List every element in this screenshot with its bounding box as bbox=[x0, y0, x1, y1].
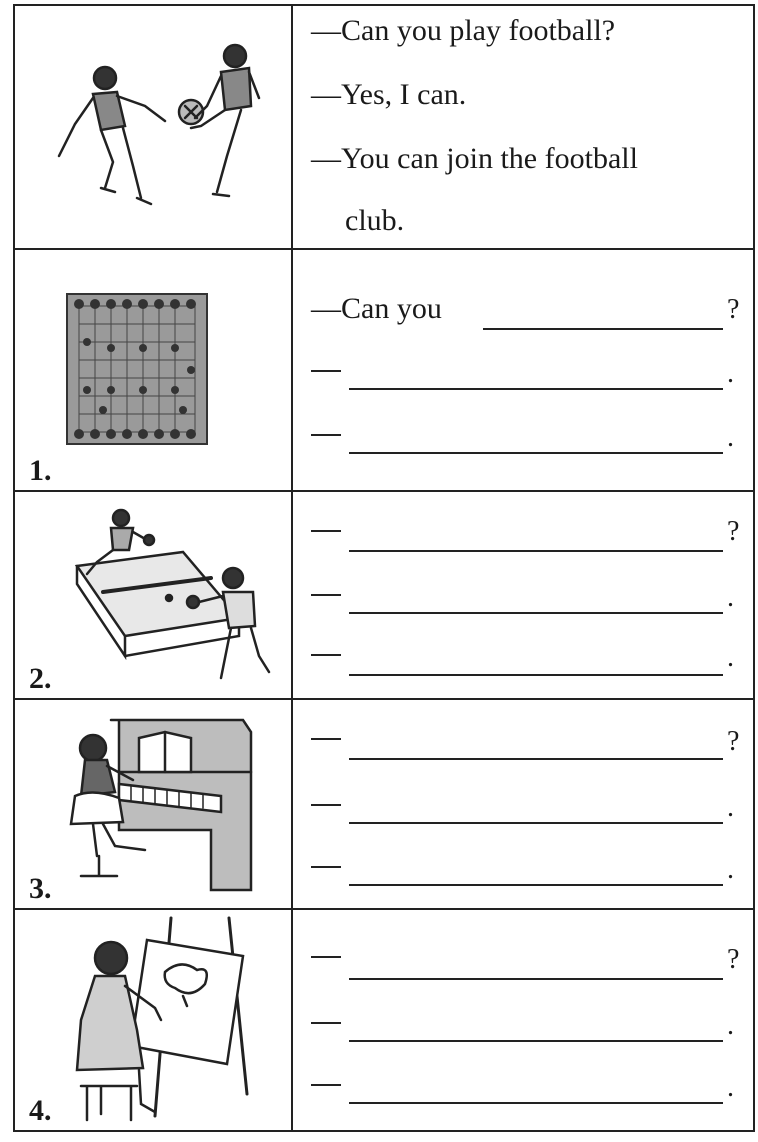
example-row bbox=[15, 6, 753, 250]
exercise-table bbox=[13, 4, 755, 1132]
end-mark-1a: ? bbox=[727, 294, 740, 325]
item-number-3: 3. bbox=[29, 872, 52, 905]
dash-2a bbox=[311, 530, 341, 532]
example-line-1: —Can you play football? bbox=[311, 14, 616, 47]
item-number-2: 2. bbox=[29, 662, 52, 695]
dash-4c bbox=[311, 1084, 341, 1086]
end-mark-4a: ? bbox=[727, 944, 740, 975]
dash-1b bbox=[311, 370, 341, 372]
example-line-4: club. bbox=[345, 204, 405, 237]
football-players-icon bbox=[15, 6, 291, 250]
answer-blank-2a[interactable] bbox=[349, 550, 723, 552]
answer-blank-4c[interactable] bbox=[349, 1102, 723, 1104]
example-picture-cell bbox=[15, 6, 293, 248]
answer-blank-1c[interactable] bbox=[349, 452, 723, 454]
example-line-2: —Yes, I can. bbox=[311, 78, 467, 111]
answer-blank-3b[interactable] bbox=[349, 822, 723, 824]
exercise-row-3 bbox=[15, 700, 753, 910]
answer-blank-2c[interactable] bbox=[349, 674, 723, 676]
answer-blank-3c[interactable] bbox=[349, 884, 723, 886]
end-mark-1b: . bbox=[727, 358, 734, 389]
dash-4a bbox=[311, 956, 341, 958]
picture-cell-3 bbox=[15, 700, 293, 908]
answer-blank-2b[interactable] bbox=[349, 612, 723, 614]
exercise-row-2 bbox=[15, 492, 753, 700]
answer-blank-3a[interactable] bbox=[349, 758, 723, 760]
example-dialogue bbox=[293, 6, 753, 248]
end-mark-3b: . bbox=[727, 792, 734, 823]
answer-blank-4a[interactable] bbox=[349, 978, 723, 980]
example-line-3: —You can join the football bbox=[311, 142, 638, 175]
answer-area-4 bbox=[293, 910, 753, 1130]
boy-drawing-at-easel-icon bbox=[15, 910, 291, 1130]
dash-1c bbox=[311, 434, 341, 436]
dash-3a bbox=[311, 738, 341, 740]
answer-area-1 bbox=[293, 250, 753, 490]
dash-2c bbox=[311, 654, 341, 656]
end-mark-2c: . bbox=[727, 642, 734, 673]
answer-blank-4b[interactable] bbox=[349, 1040, 723, 1042]
answer-blank-1b[interactable] bbox=[349, 388, 723, 390]
answer-blank-1a[interactable] bbox=[483, 328, 723, 330]
end-mark-1c: . bbox=[727, 422, 734, 453]
end-mark-2a: ? bbox=[727, 516, 740, 547]
picture-cell-2 bbox=[15, 492, 293, 698]
prompt-text-1: —Can you bbox=[311, 292, 442, 325]
dash-2b bbox=[311, 594, 341, 596]
answer-area-2 bbox=[293, 492, 753, 698]
chinese-chess-board-icon bbox=[15, 250, 291, 492]
exercise-row-1 bbox=[15, 250, 753, 492]
item-number-1: 1. bbox=[29, 454, 52, 487]
picture-cell-1 bbox=[15, 250, 293, 490]
end-mark-2b: . bbox=[727, 582, 734, 613]
girl-playing-piano-icon bbox=[15, 700, 291, 910]
ping-pong-players-icon bbox=[15, 492, 291, 700]
dash-4b bbox=[311, 1022, 341, 1024]
end-mark-4c: . bbox=[727, 1072, 734, 1103]
answer-area-3 bbox=[293, 700, 753, 908]
end-mark-3c: . bbox=[727, 854, 734, 885]
dash-3b bbox=[311, 804, 341, 806]
exercise-row-4 bbox=[15, 910, 753, 1130]
end-mark-3a: ? bbox=[727, 726, 740, 757]
item-number-4: 4. bbox=[29, 1094, 52, 1127]
dash-3c bbox=[311, 866, 341, 868]
picture-cell-4 bbox=[15, 910, 293, 1130]
end-mark-4b: . bbox=[727, 1010, 734, 1041]
